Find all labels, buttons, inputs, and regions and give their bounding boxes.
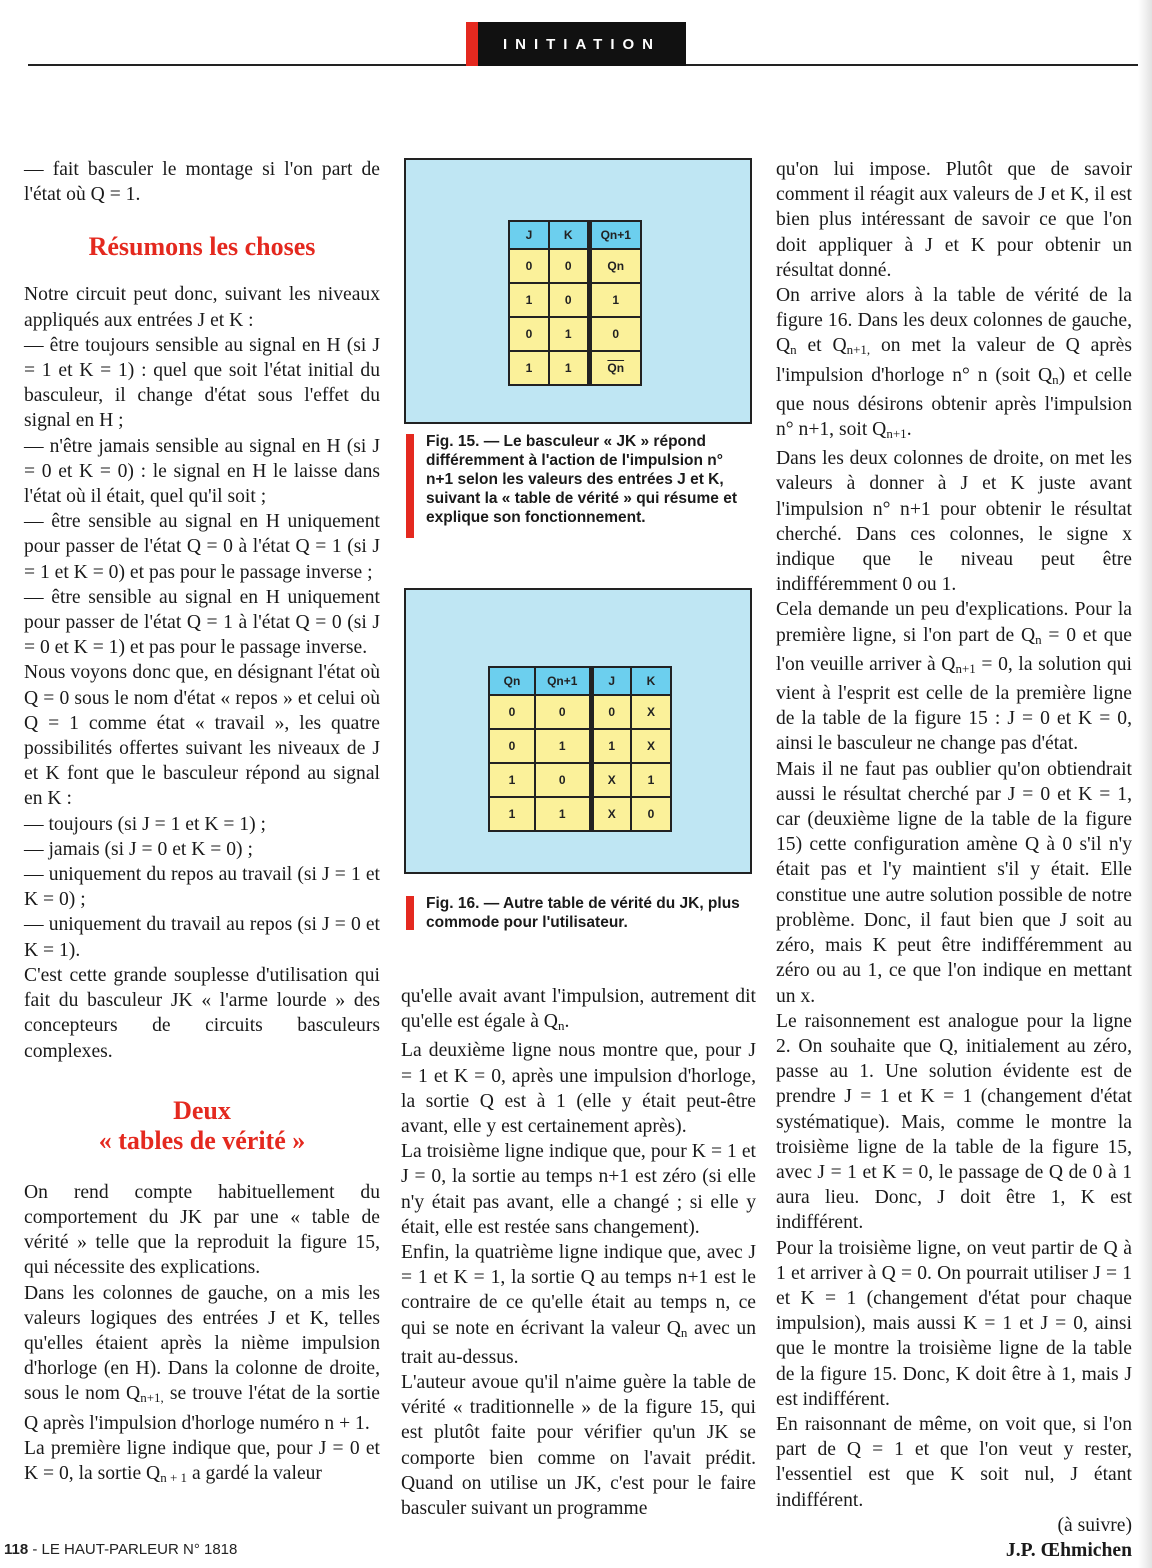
table-cell: 1 (489, 797, 535, 831)
paragraph: qu'on lui impose. Plutôt que de savoir comment il réagit aux valeurs de J et K, il est bien plus intéressant de savoir ce que l'on doit appliquer à J et K pour obtenir un résultat donné. (776, 159, 1132, 281)
table-row (509, 351, 641, 385)
paragraph: — jamais (si J = 0 et K = 0) ; (24, 838, 253, 860)
paragraph: L'auteur avoue qu'il n'aime guère la table de vérité « traditionnelle » de la figure 15, qui est plutôt faite pour vérifier qu'un JK se comporte bien comme on l'avait prédit. Quand on utilise un JK, c'est pour le faire basculer suivant un programme (401, 1372, 756, 1520)
table-cell: 0 (535, 763, 591, 797)
paragraph: — uniquement du travail au repos (si J = 0 et K = 1). (24, 914, 380, 961)
figure-16-panel (404, 588, 752, 874)
page-number: 118 (4, 1541, 29, 1558)
paragraph: — uniquement du repos au travail (si J = 1 et K = 0) ; (24, 864, 380, 911)
table-header-cell: K (631, 667, 671, 695)
table-row (509, 317, 641, 351)
continuation-note: (à suivre) (1057, 1514, 1132, 1536)
caption-accent-bar (406, 434, 414, 538)
table-cell: 1 (549, 351, 589, 385)
column-2 (401, 984, 756, 1521)
figure-15-caption (406, 432, 754, 527)
paragraph (24, 1281, 380, 1436)
truth-table-fig16 (488, 666, 672, 832)
issue-number: N° 1818 (182, 1541, 238, 1558)
column-3 (776, 157, 1132, 1563)
section-tab (466, 22, 686, 66)
table-cell: X (631, 695, 671, 729)
text-run: on met la valeur de Q après l'impulsion d'horloge n° n (soit Q (776, 335, 1132, 386)
paragraph: On rend compte habituellement du comportement du JK par une « table de vérité » telle que la reproduit la figure 15, qui nécessite des explications. (24, 1181, 380, 1279)
table-header-cell: K (549, 221, 589, 249)
table-cell: 0 (489, 695, 535, 729)
heading-resumons: Résumons les choses (88, 232, 316, 262)
paragraph: — toujours (si J = 1 et K = 1) ; (24, 813, 266, 835)
text-run: Enfin, la quatrième ligne indique que, avec J = 1 et K = 1, la sortie Q au temps n+1 est le contraire de ce qu'elle était au temps n, ce qui se note en écrivant la valeur Q (401, 1242, 756, 1339)
table-cell: 1 (489, 763, 535, 797)
paragraph: La troisième ligne indique que, pour K = 1 et J = 0, la sortie au temps n+1 est zéro (si elle n'y était pas avant, elle a changé ; si elle y était, elle est restée sans changement). (401, 1141, 756, 1238)
table-row (489, 695, 671, 729)
caption-text: Fig. 15. — Le basculeur « JK » répond différemment à l'action de l'impulsion n° n+1 selon les valeurs des entrées J et K, suivant la « table de vérité » qui résume et explique son fonctionnement. (426, 433, 737, 526)
table-cell: Qn (589, 249, 641, 283)
subscript: n+1, (140, 1390, 164, 1406)
table-row (509, 283, 641, 317)
table-cell: 0 (535, 695, 591, 729)
text-run: Dans les colonnes de gauche, on a mis les valeurs logiques des entrées J et K, telles qu'elles étaient après la nième impulsion d'horloge (en H). Dans la colonne de droite, sous le nom Q (24, 1282, 380, 1405)
paragraph (401, 1240, 756, 1370)
page-footer (4, 1541, 237, 1558)
paragraph: — être sensible au signal en H uniquement pour passer de l'état Q = 1 à l'état Q = 0 (si J = 0 et K = 1) et pas pour le passage inverse. (24, 586, 380, 659)
subscript: n (1052, 371, 1059, 387)
table-cell: 0 (591, 695, 631, 729)
column-1 (24, 157, 380, 1490)
text-run: Cela demande un peu d'explications. Pour la première ligne, si l'on part de Q (776, 599, 1132, 646)
caption-accent-bar (406, 896, 414, 930)
text-run: La première ligne indique que, pour J = 0 et K = 0, la sortie Q (24, 1437, 380, 1484)
paragraph: — n'être jamais sensible au signal en H (si J = 0 et K = 0) : le signal en H le laisse dans l'état où il était, quel qu'il soit ; (24, 435, 380, 508)
figure-15-panel (404, 158, 752, 424)
table-cell: 0 (549, 249, 589, 283)
table-cell: 0 (509, 317, 549, 351)
subscript: n (680, 1324, 688, 1340)
figure-16-caption (406, 894, 754, 932)
paragraph (776, 283, 1132, 446)
table-cell: X (591, 763, 631, 797)
table-cell-complement: $\overline{Qn}$ (589, 351, 641, 385)
text-run: . (564, 1011, 570, 1033)
table-cell: 0 (589, 317, 641, 351)
paragraph (24, 1436, 380, 1490)
subscript: n+1, (846, 342, 871, 358)
paragraph (776, 597, 1132, 756)
text-run: avec un trait au-dessus. (401, 1317, 757, 1368)
table-header-cell: J (509, 221, 549, 249)
table-cell: 1 (535, 797, 591, 831)
table-cell: 1 (509, 283, 549, 317)
text-run: ) et celle que nous désirons obtenir après l'impulsion n° n+1, soit Q (776, 364, 1132, 441)
paragraph: Pour la troisième ligne, on veut partir de Q à 1 et arriver à Q = 0. On pourrait utiliser J = 1 et K = 1 (changement d'état pour chaque impulsion), mais aussi K = 1 et J = 0, ainsi que le montre la troisième ligne de la table de la figure 15. Donc, K doit être à 1, mais J est indifférent. (776, 1237, 1132, 1410)
paragraph: En raisonnant de même, on voit que, si l'on part de Q = 1 et que l'on veut y rester, l'essentiel est que K soit nul, J étant indifférent. (776, 1413, 1132, 1511)
section-tab-accent (466, 22, 478, 66)
paragraph: Le raisonnement est analogue pour la ligne 2. On souhaite que Q, initialement au zéro, passe au 1. Une solution évidente est de prendre J = 1 et K = 1 (changement d'état systématique). Mais, comme le montre la troisième ligne de la table de la figure 15, avec J = 1 et K = 0, le passage de Q de 0 à 1 aura lieu. Donc, J doit être 1, K est indifférent. (776, 1010, 1132, 1234)
table-row (489, 763, 671, 797)
table-row (509, 249, 641, 283)
page-edge-shadow (1138, 0, 1152, 1568)
text-run: = 0, la solution qui vient à l'esprit est celle de la première ligne de la table de la figure 15 : J = 0 et K = 0, ainsi le basculeur ne change pas d'état. (776, 653, 1132, 755)
table-cell: X (591, 797, 631, 831)
section-label: INITIATION (502, 35, 662, 53)
subscript: n+1 (886, 426, 907, 442)
table-cell: 0 (549, 283, 589, 317)
text-run: a gardé la valeur (187, 1462, 322, 1484)
table-header-cell: Qn+1 (589, 221, 641, 249)
table-cell: 1 (631, 763, 671, 797)
paragraph: La deuxième ligne nous montre que, pour J = 1 et K = 0, après une impulsion d'horloge, la sortie Q est à 1 (elle y était peut-être avant, elle y est certainement après). (401, 1040, 756, 1138)
paragraph: Nous voyons donc que, en désignant l'état où Q = 0 sous le nom d'état « repos » et celui où Q = 1 comme état « travail », les quatre possibilités offertes suivant les niveaux de J et K font que le basculeur répond au signal en K : (24, 662, 380, 810)
paragraph: Mais il ne faut pas oublier qu'on obtiendrait aussi le résultat cherché par J = 0 et K = 1, car (deuxième ligne de la table de la figure 15) cette configuration amène Q à 0 s'il n'y était pas et l'y maintient s'il y était. Elle constitue une autre solution possible de notre problème. Donc, il faut bien que J soit au zéro, mais K peut être indifféremment au zéro ou au 1, ce que l'on indique en mettant un x. (776, 758, 1132, 1007)
subscript: n (1035, 631, 1042, 647)
table-cell: 1 (589, 283, 641, 317)
table-cell: 0 (509, 249, 549, 283)
table-cell: 1 (549, 317, 589, 351)
text-run: et Q (796, 335, 847, 357)
paragraph: — être toujours sensible au signal en H (si J = 1 et K = 1) : quel que soit l'état initial du basculeur, il change d'état sous l'effet du signal en H ; (24, 334, 380, 432)
table-header-cell: J (591, 667, 631, 695)
text-run: qu'elle avait avant l'impulsion, autrement dit qu'elle est égale à Q (401, 986, 756, 1033)
paragraph: — fait basculer le montage si l'on part de l'état où Q = 1. (24, 159, 380, 206)
table-row (489, 797, 671, 831)
footer-separator: - (32, 1541, 42, 1558)
author-signature: J.P. Œhmichen (1005, 1539, 1132, 1561)
publication-name: LE HAUT-PARLEUR (41, 1541, 179, 1558)
heading-deux: Deux (173, 1095, 231, 1125)
text-run: On arrive alors à la table de vérité de la figure 16. Dans les deux colonnes de gauche, Q (776, 285, 1132, 357)
paragraph: Dans les deux colonnes de droite, on met les valeurs à donner à J et K juste avant l'impulsion n° n+1 pour obtenir le résultat cherché. Dans ces colonnes, le signe x indique que le niveau peut être indifféremment 0 ou 1. (776, 448, 1132, 596)
paragraph: — être sensible au signal en H uniquement pour passer de l'état Q = 0 à l'état Q = 1 (si J = 1 et K = 0) et pas pour le passage inverse ; (24, 511, 380, 583)
subscript: n + 1 (160, 1469, 188, 1485)
table-cell: 1 (591, 729, 631, 763)
paragraph: Notre circuit peut donc, suivant les niveaux appliqués aux entrées J et K : (24, 284, 380, 331)
caption-text: Fig. 16. — Autre table de vérité du JK, plus commode pour l'utilisateur. (426, 895, 740, 931)
text-run: se trouve l'état de la sortie Q après l'impulsion d'horloge numéro n + 1. (24, 1383, 380, 1434)
table-header-cell: Qn+1 (535, 667, 591, 695)
paragraph: C'est cette grande souplesse d'utilisation qui fait du basculeur JK « l'arme lourde » des concepteurs de circuits basculeurs complexes. (24, 964, 380, 1062)
subscript: n+1 (955, 660, 976, 676)
table-cell: 1 (509, 351, 549, 385)
table-cell: 1 (535, 729, 591, 763)
table-cell: 0 (631, 797, 671, 831)
subscript: n (790, 342, 797, 358)
heading-tables-de-verite: « tables de vérité » (98, 1125, 306, 1155)
text-run: = 0 et que l'on veuille arriver à Q (776, 624, 1132, 675)
paragraph (401, 984, 756, 1038)
table-row (489, 729, 671, 763)
table-cell: X (631, 729, 671, 763)
table-header-cell: Qn (489, 667, 535, 695)
text-run: . (906, 419, 912, 441)
table-cell: 0 (489, 729, 535, 763)
subscript: n (557, 1018, 565, 1034)
truth-table-fig15 (508, 220, 642, 386)
